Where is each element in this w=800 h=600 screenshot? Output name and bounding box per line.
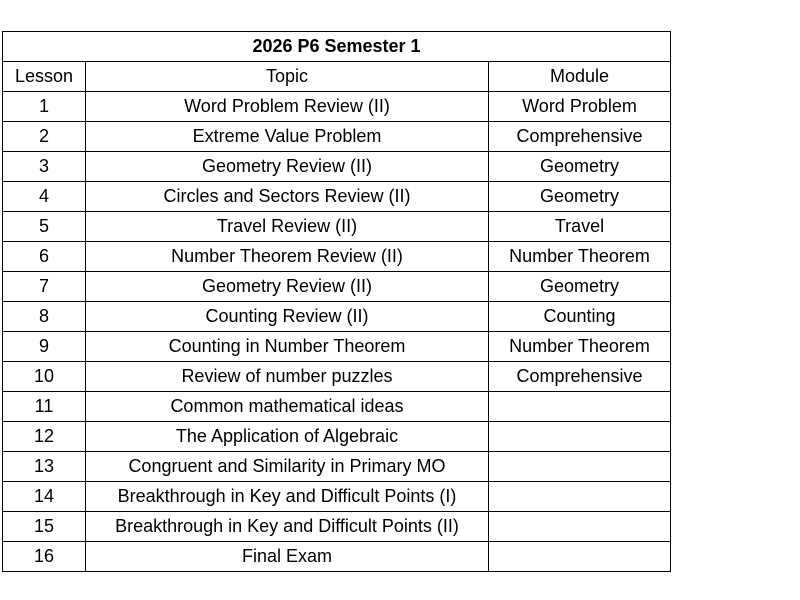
topic-cell: Breakthrough in Key and Difficult Points (II) [86,512,489,542]
topic-cell: Circles and Sectors Review (II) [86,182,489,212]
module-cell: Number Theorem [489,242,671,272]
table-body [3,92,671,572]
topic-cell: The Application of Algebraic [86,422,489,452]
header-module: Module [489,62,671,92]
module-cell: Comprehensive [489,122,671,152]
lesson-cell: 8 [3,302,86,332]
table-row [3,272,671,302]
table-row [3,482,671,512]
topic-cell: Review of number puzzles [86,362,489,392]
table-row [3,422,671,452]
schedule-table [2,31,671,572]
table-row [3,212,671,242]
table-row [3,242,671,272]
table-row [3,302,671,332]
table-row [3,152,671,182]
lesson-cell: 15 [3,512,86,542]
module-cell [489,512,671,542]
lesson-cell: 14 [3,482,86,512]
topic-cell: Counting in Number Theorem [86,332,489,362]
table-row [3,122,671,152]
lesson-cell: 5 [3,212,86,242]
module-cell [489,452,671,482]
module-cell: Counting [489,302,671,332]
topic-cell: Word Problem Review (II) [86,92,489,122]
module-cell: Number Theorem [489,332,671,362]
topic-cell: Geometry Review (II) [86,152,489,182]
topic-cell: Congruent and Similarity in Primary MO [86,452,489,482]
lesson-cell: 7 [3,272,86,302]
topic-cell: Breakthrough in Key and Difficult Points (I) [86,482,489,512]
topic-cell: Geometry Review (II) [86,272,489,302]
module-cell: Geometry [489,152,671,182]
header-row [3,62,671,92]
module-cell: Geometry [489,272,671,302]
module-cell: Geometry [489,182,671,212]
lesson-cell: 11 [3,392,86,422]
lesson-cell: 9 [3,332,86,362]
topic-cell: Final Exam [86,542,489,572]
table-title: 2026 P6 Semester 1 [3,32,671,62]
module-cell [489,542,671,572]
topic-cell: Counting Review (II) [86,302,489,332]
lesson-cell: 1 [3,92,86,122]
header-topic: Topic [86,62,489,92]
lesson-cell: 13 [3,452,86,482]
table-row [3,182,671,212]
title-row [3,32,671,62]
module-cell: Comprehensive [489,362,671,392]
lesson-cell: 12 [3,422,86,452]
table-row [3,332,671,362]
table-row [3,362,671,392]
table-row [3,512,671,542]
table-row [3,92,671,122]
lesson-cell: 6 [3,242,86,272]
module-cell [489,422,671,452]
module-cell [489,482,671,512]
topic-cell: Extreme Value Problem [86,122,489,152]
table-row [3,392,671,422]
lesson-cell: 16 [3,542,86,572]
table-row [3,452,671,482]
lesson-cell: 10 [3,362,86,392]
table-row [3,542,671,572]
module-cell: Word Problem [489,92,671,122]
lesson-cell: 2 [3,122,86,152]
topic-cell: Travel Review (II) [86,212,489,242]
header-lesson: Lesson [3,62,86,92]
module-cell [489,392,671,422]
module-cell: Travel [489,212,671,242]
lesson-cell: 3 [3,152,86,182]
topic-cell: Number Theorem Review (II) [86,242,489,272]
topic-cell: Common mathematical ideas [86,392,489,422]
lesson-cell: 4 [3,182,86,212]
